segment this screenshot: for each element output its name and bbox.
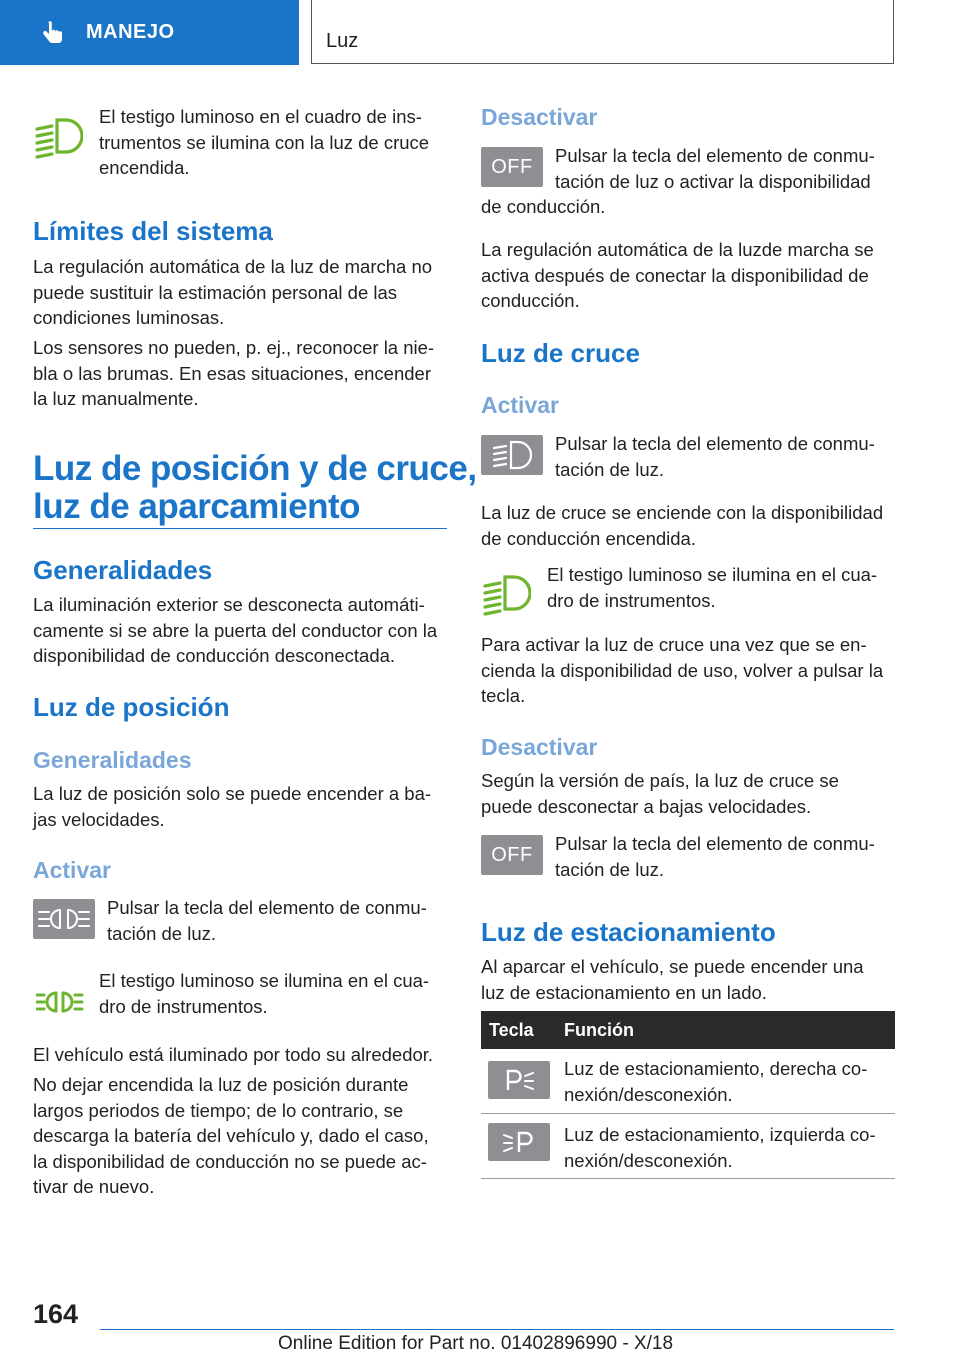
position-light-key (33, 899, 95, 939)
hand-pointer-icon (40, 20, 66, 46)
subheading-position-general: Generalidades (33, 747, 192, 773)
parking-right-icon (499, 1066, 539, 1094)
low-activate-text: Pulsar la tecla del elemento de conmu- tación de luz. (555, 433, 875, 480)
table-divider-1 (481, 1113, 895, 1114)
deactivate-text-1b: de conducción. (481, 196, 606, 217)
position-light-indicator-icon (36, 989, 86, 1015)
deactivate-text-1a: Pulsar la tecla del elemento de conmu- tación de luz o activar la disponibilidad (555, 145, 875, 192)
heading-low-beam: Luz de cruce (481, 338, 640, 368)
heading-position-light: Luz de posición (33, 692, 230, 722)
subheading-deactivate-1: Desactivar (481, 104, 598, 130)
section-label: MANEJO (86, 21, 175, 43)
main-heading: Luz de posición y de cruce, luz de aparcamiento (33, 449, 477, 526)
position-light-icon (36, 904, 92, 934)
parking-paragraph: Al aparcar el vehículo, se puede encender una luz de estacionamiento en un lado. (481, 956, 864, 1003)
limits-paragraph-1: La regulación automática de la luz de marcha no puede sustituir la estimación personal de las condiciones luminosas. (33, 256, 433, 328)
chapter-title: Luz (326, 30, 359, 52)
parking-left-key (488, 1123, 550, 1161)
low-beam-indicator-icon-2 (481, 574, 531, 616)
subheading-position-activate: Activar (33, 857, 111, 883)
table-header (481, 1011, 895, 1049)
deactivate-paragraph-2: La regulación automática de la luzde marcha se activa después de conectar la disponibilidad de conducción. (481, 239, 874, 311)
off-key-1 (481, 147, 543, 187)
low-deactivate-paragraph: Según la versión de país, la luz de cruce se puede desconectar a bajas velocidades. (481, 770, 839, 817)
general-paragraph: La iluminación exterior se desconecta automáti- camente si se abre la puerta del conductor con la disponibilidad de conducción desconectada. (33, 594, 438, 666)
heading-parking-light: Luz de estacionamiento (481, 917, 776, 947)
low-again-paragraph: Para activar la luz de cruce una vez que se en- cienda la disponibilidad de uso, volver a pulsar la tecla. (481, 634, 884, 706)
off-label-2: OFF (491, 843, 533, 866)
around-paragraph: El vehículo está iluminado por todo su alrededor. (33, 1044, 434, 1065)
table-divider-2 (481, 1178, 895, 1179)
chapter-header (311, 0, 894, 64)
low-beam-indicator-icon (33, 117, 83, 159)
col-key: Tecla (489, 1020, 534, 1040)
table-row-2: Luz de estacionamiento, izquierda co- nexión/desconexión. (564, 1124, 876, 1171)
position-indicator-text: El testigo luminoso se ilumina en el cua- dro de instrumentos. (99, 970, 430, 1017)
footer-edition: Online Edition for Part no. 01402896990 - X/18 (278, 1333, 674, 1354)
parking-right-key (488, 1061, 550, 1099)
subheading-low-activate: Activar (481, 392, 559, 418)
limits-paragraph-2: Los sensores no pueden, p. ej., reconocer la nie- bla o las brumas. En esas situaciones, encender la luz manualmente. (33, 337, 435, 409)
indicator-text: El testigo luminoso en el cuadro de ins- trumentos se ilumina con la luz de cruce encendida. (99, 106, 430, 178)
section-tab[interactable] (0, 0, 299, 65)
warning-paragraph: No dejar encendida la luz de posición durante largos periodos de tiempo; de lo contrario, se descarga la batería del vehículo y, dado el caso, la disponibilidad de conducción no se puede ac- tivar de nuevo. (33, 1074, 429, 1197)
low-beam-icon (489, 439, 535, 471)
heading-rule (33, 528, 447, 529)
heading-general: Generalidades (33, 555, 213, 585)
footer-rule (100, 1329, 894, 1330)
off-label: OFF (491, 155, 533, 178)
low-deactivate-text: Pulsar la tecla del elemento de conmu- tación de luz. (555, 833, 875, 880)
low-on-paragraph: La luz de cruce se enciende con la disponibilidad de conducción encendida. (481, 502, 884, 549)
subheading-low-deactivate: Desactivar (481, 734, 598, 760)
col-function: Función (564, 1020, 634, 1040)
parking-left-icon (499, 1128, 539, 1156)
position-activate-text: Pulsar la tecla del elemento de conmu- tación de luz. (107, 897, 427, 944)
page-number: 164 (33, 1299, 79, 1329)
low-beam-key (481, 435, 543, 475)
off-key-2 (481, 835, 543, 875)
table-row-1: Luz de estacionamiento, derecha co- nexión/desconexión. (564, 1058, 868, 1105)
low-indicator-text: El testigo luminoso se ilumina en el cua- dro de instrumentos. (547, 564, 878, 611)
heading-system-limits: Límites del sistema (33, 216, 273, 246)
position-general-paragraph: La luz de posición solo se puede encender a ba- jas velocidades. (33, 783, 432, 830)
